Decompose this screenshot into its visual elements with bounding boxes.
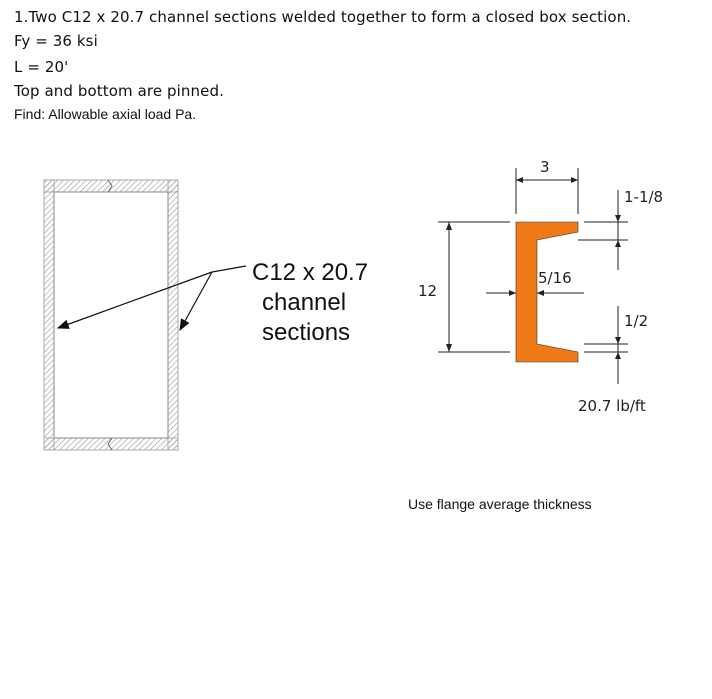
- weight-label: 20.7 lb/ft: [578, 397, 646, 415]
- callout-line-1: C12 x 20.7: [252, 259, 369, 286]
- depth-dimension: [438, 222, 510, 352]
- channel-shape: [516, 222, 578, 362]
- flange-thickness-note: Use flange average thickness: [408, 496, 592, 512]
- top-flange-dim-label: 1-1/8: [624, 188, 664, 206]
- flange-width-label: 3: [540, 158, 550, 176]
- callout-leaders: [58, 266, 246, 330]
- web-thickness-label: 5/16: [538, 269, 572, 287]
- problem-line-5: Find: Allowable axial load Pa.: [14, 106, 197, 122]
- bottom-flange-dim-label: 1/2: [624, 312, 649, 330]
- channel-section: [516, 222, 578, 362]
- problem-line-3: L = 20': [14, 58, 69, 76]
- callout-line-3: sections: [262, 319, 351, 346]
- top-flange-dimension: [578, 190, 628, 270]
- box-section: [44, 180, 178, 450]
- callout-line-2: channel: [262, 289, 347, 316]
- problem-line-1: 1.Two C12 x 20.7 channel sections welded together to form a closed box section.: [14, 8, 632, 26]
- channel-callout: [252, 258, 400, 348]
- depth-label: 12: [418, 282, 438, 300]
- bottom-flange-dimension: [584, 306, 628, 384]
- problem-line-4: Top and bottom are pinned.: [14, 82, 224, 100]
- problem-line-2: Fy = 36 ksi: [14, 32, 98, 50]
